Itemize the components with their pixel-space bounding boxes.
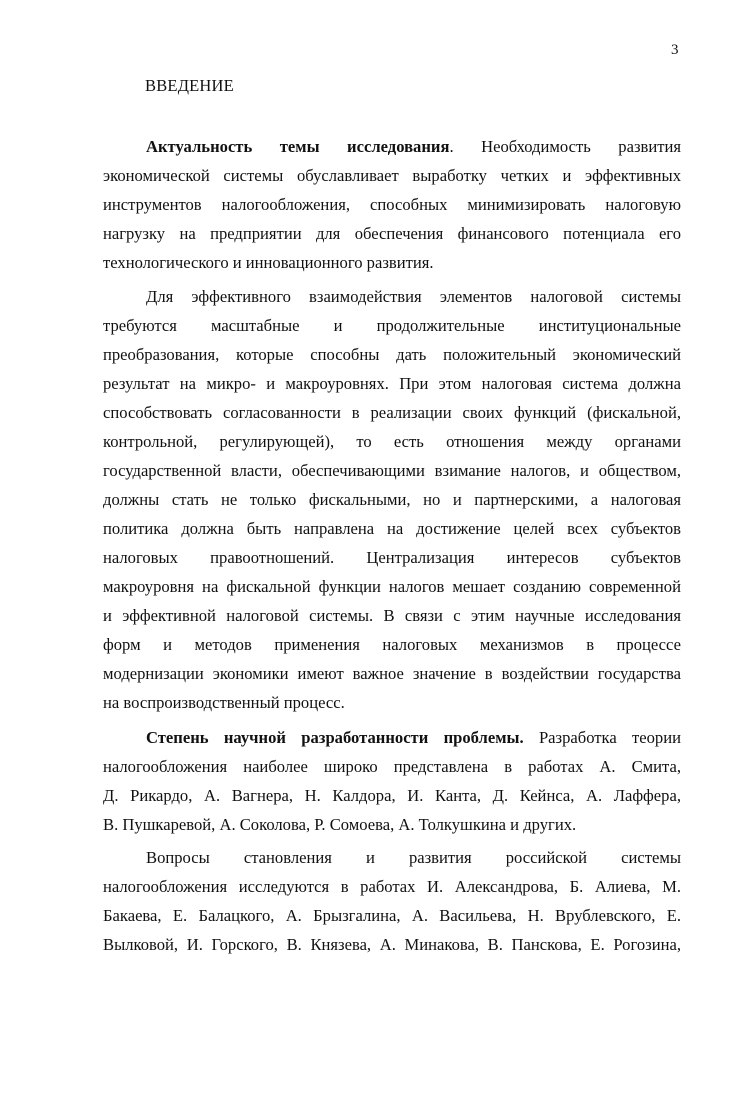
text-line: технологического и инновационного развития.	[103, 253, 434, 272]
paragraph-russian-system	[103, 843, 681, 959]
text-line: Вопросы становления и развития российской системы	[146, 848, 681, 867]
text-line: контрольной, регулирующей), то есть отношения между органами	[103, 432, 681, 451]
text-line: требуются масштабные и продолжительные институциональные	[103, 316, 681, 335]
text-line: налоговых правоотношений. Централизация интересов субъектов	[103, 548, 681, 567]
text-line: В. Пушкаревой, А. Соколова, Р. Сомоева, А. Толкушкина и других.	[103, 815, 577, 834]
text-line: Для эффективного взаимодействия элементов налоговой системы	[146, 287, 681, 306]
text-line: налогообложения исследуются в работах И. Александрова, Б. Алиева, М.	[103, 877, 681, 896]
paragraph-research-degree	[103, 723, 681, 839]
text-line: Д. Рикардо, А. Вагнера, Н. Калдора, И. Канта, Д. Кейнса, А. Лаффера,	[103, 786, 681, 805]
page-number: 3	[671, 42, 679, 58]
text-line: результат на микро- и макроуровнях. При этом налоговая система должна	[103, 374, 681, 393]
text-line: модернизации экономики имеют важное значение в воздействии государства	[103, 664, 681, 683]
text-line: государственной власти, обеспечивающими взимание налогов, и обществом,	[103, 461, 681, 480]
text-line: макроуровня на фискальной функции налогов мешает созданию современной	[103, 577, 681, 596]
text-line: и эффективной налоговой системы. В связи с этим научные исследования	[103, 606, 681, 625]
text-line: Актуальность темы исследования. Необходимость развития	[146, 137, 681, 156]
text-line: политика должна быть направлена на достижение целей всех субъектов	[103, 519, 681, 538]
text-line: должны стать не только фискальными, но и партнерскими, а налоговая	[103, 490, 681, 509]
text-line: экономической системы обуславливает выработку четких и эффективных	[103, 166, 681, 185]
text-line: способствовать согласованности в реализации своих функций (фискальной,	[103, 403, 681, 422]
text-line: на воспроизводственный процесс.	[103, 693, 345, 712]
text-line: Бакаева, Е. Балацкого, А. Брызгалина, А. Васильева, Н. Врублевского, Е.	[103, 906, 681, 925]
text-line: налогообложения наиболее широко представлена в работах А. Смита,	[103, 757, 681, 776]
bold-lead: Степень научной разработанности проблемы.	[146, 728, 524, 747]
text-line: форм и методов применения налоговых механизмов в процессе	[103, 635, 681, 654]
text-line: нагрузку на предприятии для обеспечения финансового потенциала его	[103, 224, 681, 243]
text-line: Вылковой, И. Горского, В. Князева, А. Минакова, В. Панскова, Е. Рогозина,	[103, 935, 681, 954]
bold-lead: Актуальность темы исследования	[146, 137, 450, 156]
text-line: инструментов налогообложения, способных минимизировать налоговую	[103, 195, 681, 214]
section-heading: ВВЕДЕНИЕ	[145, 76, 234, 95]
text-line: преобразования, которые способны дать положительный экономический	[103, 345, 681, 364]
paragraph-tax-system	[103, 282, 681, 717]
paragraph-relevance	[103, 132, 681, 277]
text-line: Степень научной разработанности проблемы. Разработка теории	[146, 728, 681, 747]
